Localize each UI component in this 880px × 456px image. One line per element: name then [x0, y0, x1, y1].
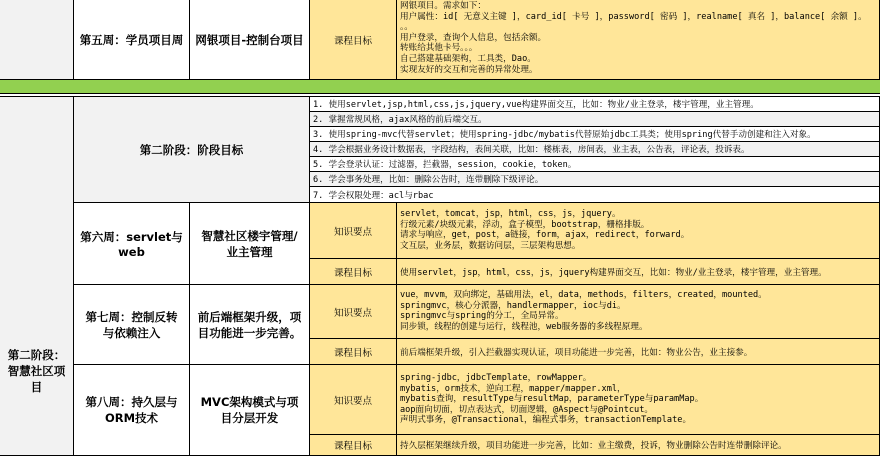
week7-goal-content: 前后端框架升级，引入拦截器实现认证，项目功能进一步完善，比如：物业公告，业主接参。 [397, 339, 880, 365]
week8-points-label: 知识要点 [310, 365, 397, 435]
week6-project: 智慧社区楼宇管理/业主管理 [190, 203, 310, 285]
stage-goal-item: 6. 学会事务处理，比如：删除公告时，连带删除下级评论。 [310, 172, 880, 187]
week5-goal-content: 网银项目。需求如下： 用户属性：id[ 无意义主键 ]，card_id[ 卡号 ]，password[ 密码 ]，realname[ 真名 ]，balance[ 余额 ]。 。。 用户登录，查询个人信息，包括余额。 转账给其他卡号。。。 自己搭建基础架构，工具类，Dao。 实现友好的交互和完善的异常处理。 [397, 0, 880, 80]
separator-bar [0, 80, 880, 94]
week5-goal-label: 课程目标 [310, 0, 397, 80]
stage-col-top-cell [0, 0, 74, 80]
week8-goal-content: 持久层框架继续升级，项目功能进一步完善，比如：业主缴费，投诉，物业删除公告时连带删除评论。 [397, 435, 880, 456]
stage-goal-item: 2. 掌握常规风格，ajax风格的前后端交互。 [310, 112, 880, 127]
stage-goal-item: 1. 使用servlet,jsp,html,css,js,jquery,vue构建界面交互，比如：物业/业主登录，楼宇管理，业主管理。 [310, 97, 880, 112]
week8-project: MVC架构模式与项目分层开发 [190, 365, 310, 456]
week7-project: 前后端框架升级，项目功能进一步完善。 [190, 285, 310, 365]
week7-points-content: vue，mvvm，双向绑定，基础用法，el，data，methods，filters，created，mounted。 springmvc，核心分派器，handlermapper，ioc与di。 springmvc与spring的分工，全局异常。 同步锁，线程的创建与运行，线程池，web服务器的多线程原理。 [397, 285, 880, 339]
stage2-label: 第二阶段：智慧社区项目 [0, 97, 74, 456]
stage-goals-label: 第二阶段：阶段目标 [74, 97, 310, 203]
week6-goal-content: 使用servlet，jsp，html，css，js，jquery构建界面交互，比如：物业/业主登录，楼宇管理，业主管理。 [397, 259, 880, 285]
stage-goal-item: 4. 学会根据业务设计数据表，字段结构，表间关联，比如：楼栋表，房间表，业主表，公告表，评论表，投诉表。 [310, 142, 880, 157]
week6-points-label: 知识要点 [310, 203, 397, 259]
stage-goal-item: 3. 使用spring-mvc代替servlet；使用spring-jdbc/mybatis代替原始jdbc工具类；使用spring代替手动创建和注入对象。 [310, 127, 880, 142]
week5-project: 网银项目-控制台项目 [190, 0, 310, 80]
week8-title: 第八周：持久层与ORM技术 [74, 365, 190, 456]
week5-title: 第五周：学员项目周 [74, 0, 190, 80]
week6-goal-label: 课程目标 [310, 259, 397, 285]
week6-points-content: servlet，tomcat，jsp，html，css，js，jquery。 行级元素/块级元素，浮动，盒子模型，bootstrap，栅格排版。 请求与响应，get，post，a链接，form，ajax，redirect，forward。 文互层，业务层，数据访问层，三层架构思想。 [397, 203, 880, 259]
stage-goal-item: 7. 学会权限处理：acl与rbac [310, 187, 880, 203]
week8-goal-label: 课程目标 [310, 435, 397, 456]
week7-goal-label: 课程目标 [310, 339, 397, 365]
week6-title: 第六周：servlet与web [74, 203, 190, 285]
week7-title: 第七周：控制反转与依赖注入 [74, 285, 190, 365]
stage-goal-item: 5. 学会登录认证：过滤器，拦截器，session，cookie，token。 [310, 157, 880, 172]
week8-points-content: spring-jdbc，jdbcTemplate，rowMapper。 mybatis，orm技术，逆向工程，mapper/mapper.xml， mybatis查询，resultType与resultMap，parameterType与paramMap。 aop面向切面，切点表达式，切面逻辑，@Aspect与@Pointcut。 声明式事务，@Transactional，编程式事务，transactionTemplate。 [397, 365, 880, 435]
week7-points-label: 知识要点 [310, 285, 397, 339]
